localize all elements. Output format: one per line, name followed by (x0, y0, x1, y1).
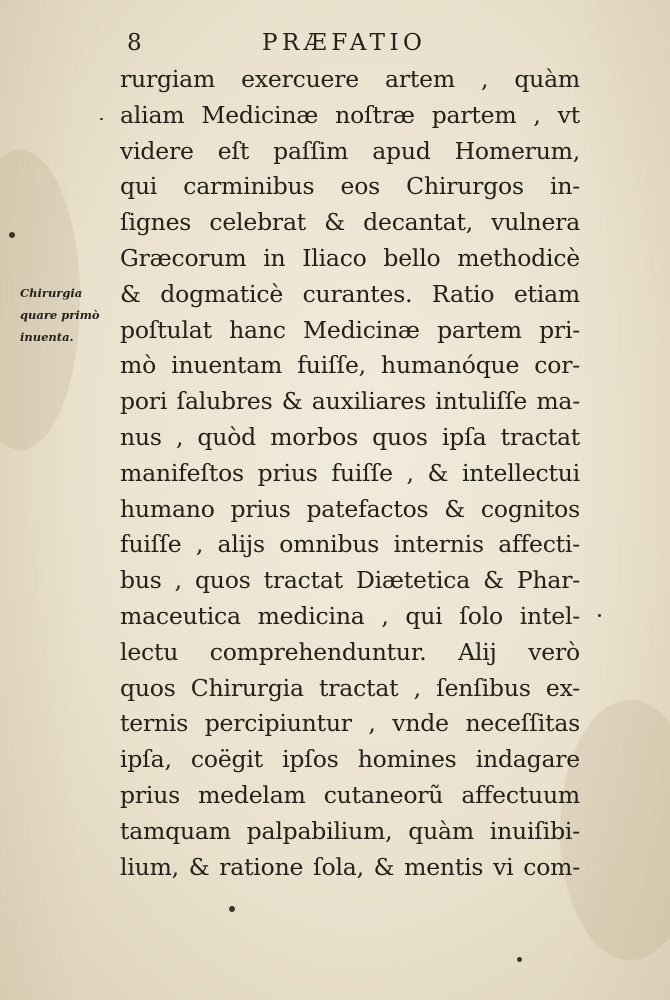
text-line: videre eſt paſſim apud Homerum, (120, 136, 580, 165)
text-line: aliam Medicinæ noſtræ partem , vt (120, 100, 580, 129)
text-line: poſtulat hanc Medicinæ partem pri- (120, 315, 580, 344)
text-line: tamquam palpabilium, quàm inuiſibi- (120, 816, 580, 845)
body-text (120, 62, 580, 885)
text-line: bus , quos tractat Diætetica & Phar- (120, 566, 580, 595)
text-line: maceutica medicina , qui ſolo intel- (120, 601, 580, 630)
marginal-note-line: Chirurgia (20, 286, 83, 300)
ink-speck (9, 232, 15, 238)
text-line: manifeſtos prius fuiſſe , & intellectui (120, 458, 580, 487)
ink-speck (598, 614, 601, 617)
text-line: quos Chirurgia tractat , ſenſibus ex- (120, 673, 580, 702)
ink-speck (229, 906, 235, 912)
running-head: PRÆFATIO (262, 30, 427, 56)
text-line: ipſa, coëgit ipſos homines indagare (120, 745, 580, 774)
text-line: mò inuentam fuiſſe, humanóque cor- (120, 351, 580, 380)
marginal-note-line: quare primò (20, 308, 100, 322)
text-line: lium, & ratione ſola, & mentis vi com- (120, 852, 580, 881)
text-line: Græcorum in Iliaco bello methodicè (120, 243, 580, 272)
text-line: rurgiam exercuere artem , quàm (120, 65, 580, 93)
text-line: prius medelam cutaneorũ affectuum (120, 780, 580, 809)
text-line: nus , quòd morbos quos ipſa tractat (120, 422, 580, 451)
text-line: ternis percipiuntur , vnde neceſſitas (120, 709, 580, 738)
text-line: qui carminibus eos Chirurgos in- (120, 172, 580, 201)
text-line: pori ſalubres & auxiliares intuliſſe ma- (120, 387, 580, 416)
text-line: humano prius patefactos & cognitos (120, 494, 580, 523)
text-line: lectu comprehenduntur. Alij verò (120, 637, 580, 666)
text-line: & dogmaticè curantes. Ratio etiam (120, 279, 580, 308)
marginal-note-line: inuenta. (20, 330, 74, 344)
text-line: fuiſſe , alijs omnibus internis affecti- (120, 530, 580, 559)
ink-speck (100, 118, 103, 120)
marginal-note (20, 282, 120, 348)
page-number: 8 (127, 30, 142, 56)
ink-speck (517, 957, 522, 962)
text-line: ſignes celebrat & decantat, vulnera (120, 208, 580, 237)
